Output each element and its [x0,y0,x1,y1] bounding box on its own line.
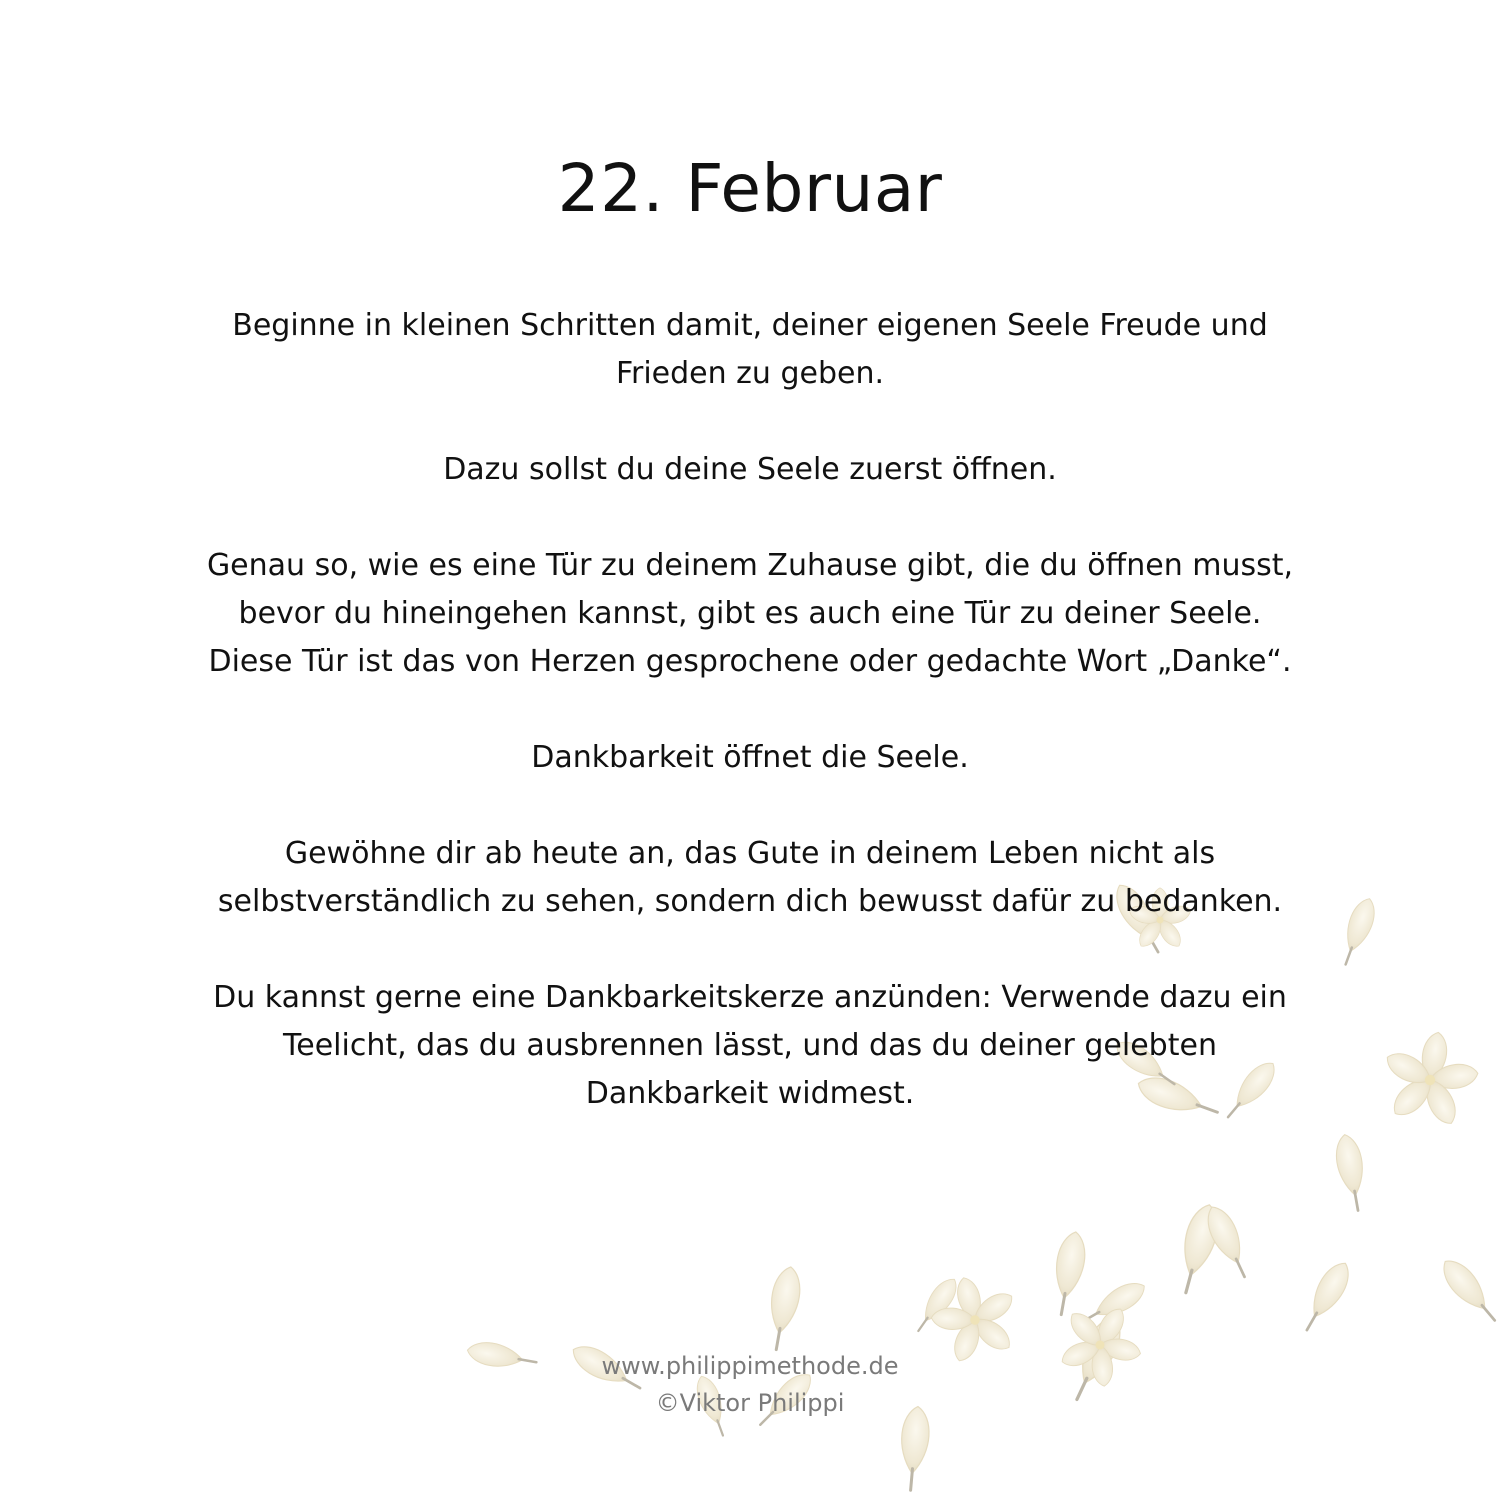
text-line: Dazu sollst du deine Seele zuerst öffnen. [443,452,1057,487]
petal-icon [1296,1257,1356,1336]
text-line: Dankbarkeit widmest. [585,1076,915,1111]
paragraph [100,446,1400,494]
page-title: 22. Februar [557,150,943,227]
petal-icon [763,1265,804,1352]
text-line: Du kannst gerne eine Dankbarkeitskerze anzünden: Verwende dazu ein [213,980,1287,1015]
text-line: Beginne in kleinen Schritten damit, deiner eigenen Seele Freude und [232,308,1268,343]
copyright-text: ©Viktor Philippi [655,1389,845,1417]
paragraph [100,974,1400,1118]
text-line: Frieden zu geben. [615,356,885,391]
quote-text [100,302,1400,1166]
paragraph [100,830,1400,926]
text-line: Gewöhne dir ab heute an, das Gute in deinem Leben nicht als [284,836,1216,871]
text-line: bevor du hineingehen kannst, gibt es auch eine Tür zu deiner Seele. [238,596,1262,631]
website-link[interactable]: www.philippimethode.de [601,1352,899,1380]
text-line: selbstverständlich zu sehen, sondern dich bewusst dafür zu bedanken. [217,884,1283,919]
petal-icon [1048,1230,1089,1317]
text-line: Genau so, wie es eine Tür zu deinem Zuhause gibt, die du öffnen musst, [206,548,1294,583]
paragraph [100,734,1400,782]
text-line: Dankbarkeit öffnet die Seele. [531,740,969,775]
paragraph [100,542,1400,686]
footer [0,1348,1500,1422]
text-line: Teelicht, das du ausbrennen lässt, und das du deiner gelebten [283,1028,1217,1063]
text-line: Diese Tür ist das von Herzen gesprochene oder gedachte Wort „Danke“. [208,644,1292,679]
petal-icon [1436,1253,1500,1328]
paragraph [100,302,1400,398]
